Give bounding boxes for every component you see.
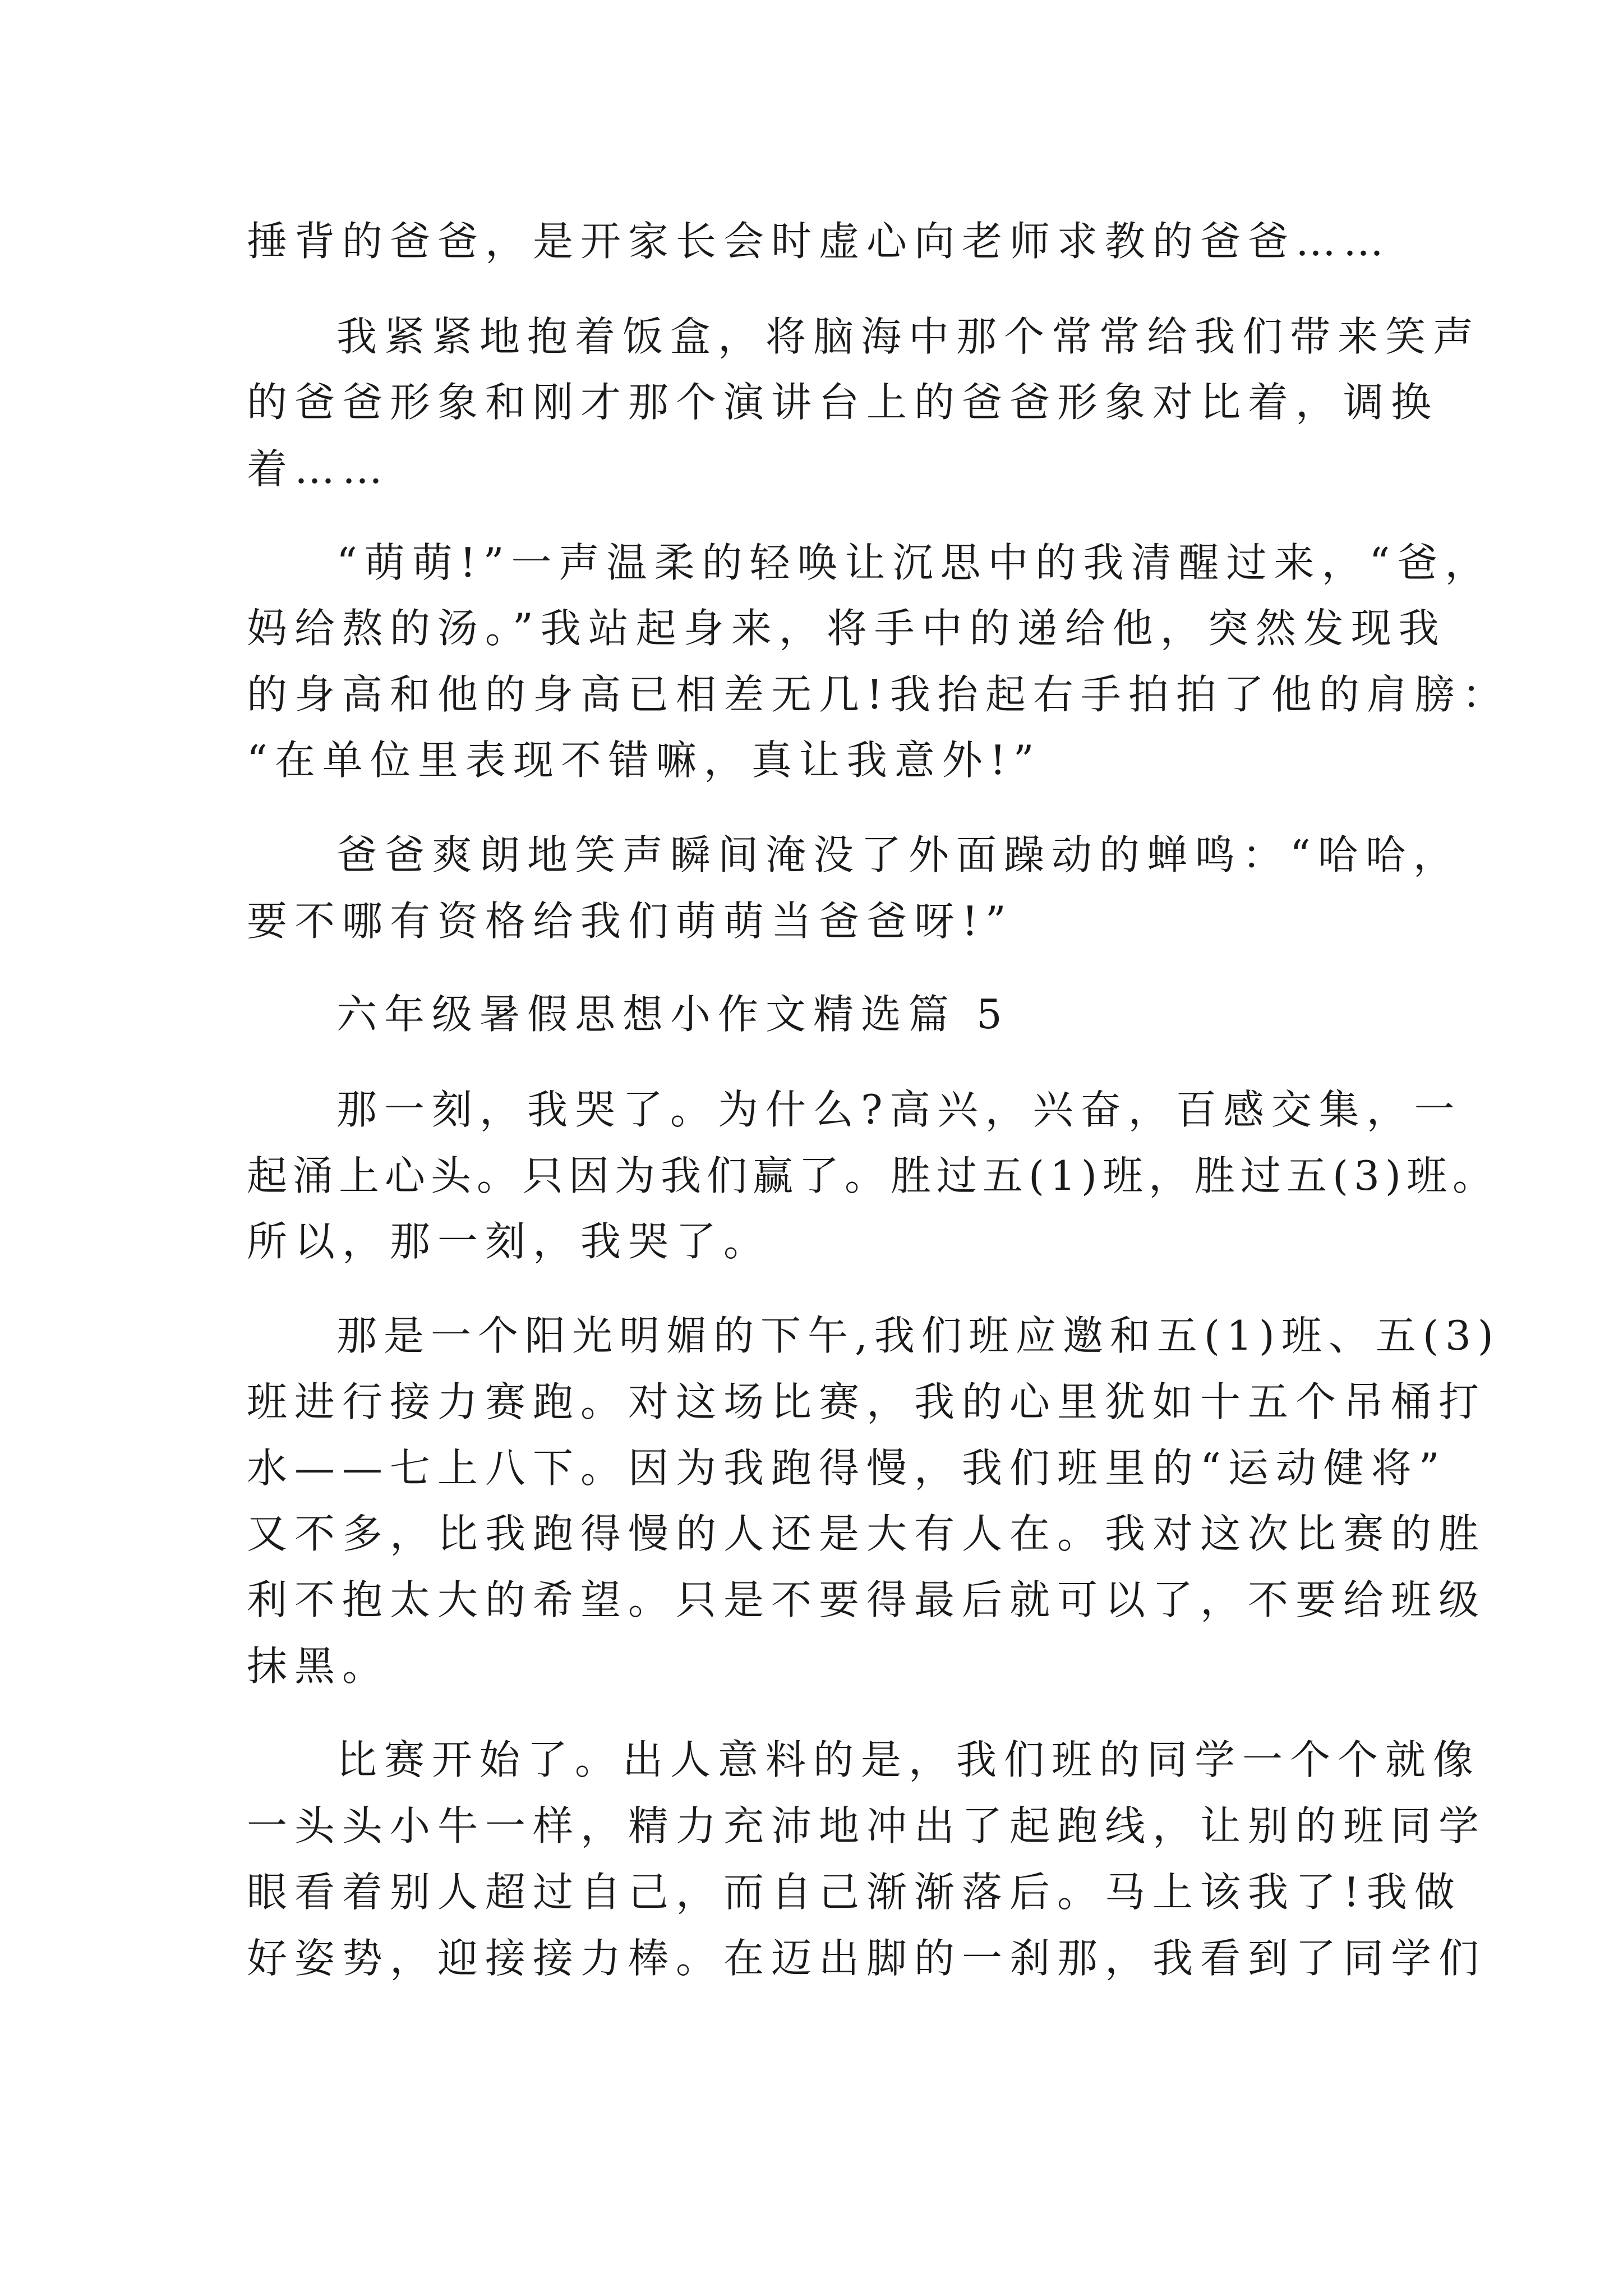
- text-line: “萌萌!”一声温柔的轻唤让沉思中的我清醒过来，“爸，: [336, 539, 1493, 586]
- text-line: 班进行接力赛跑。对这场比赛，我的心里犹如十五个吊桶打: [247, 1378, 1487, 1425]
- section-heading: 六年级暑假思想小作文精选篇 5: [336, 991, 1009, 1038]
- text-line: “在单位里表现不错嘛，真让我意外!”: [247, 737, 1041, 784]
- text-line: 所以，那一刻，我哭了。: [247, 1218, 772, 1265]
- text-line: 比赛开始了。出人意料的是，我们班的同学一个个就像: [336, 1736, 1481, 1783]
- text-line: 又不多，比我跑得慢的人还是大有人在。我对这次比赛的胜: [247, 1510, 1487, 1557]
- text-line: 爸爸爽朗地笑声瞬间淹没了外面躁动的蝉鸣：“哈哈，: [336, 831, 1461, 878]
- text-line: 妈给熬的汤。”我站起身来，将手中的递给他，突然发现我: [247, 605, 1446, 652]
- text-line: 利不抱太大的希望。只是不要得最后就可以了，不要给班级: [247, 1576, 1487, 1623]
- text-line: 起涌上心头。只因为我们赢了。胜过五(1)班，胜过五(3)班。: [247, 1152, 1498, 1199]
- text-line: 我紧紧地抱着饭盒，将脑海中那个常常给我们带来笑声: [336, 313, 1481, 360]
- text-line: 的身高和他的身高已相差无几!我抬起右手拍拍了他的肩膀：: [247, 671, 1510, 718]
- text-line: 捶背的爸爸，是开家长会时虚心向老师求教的爸爸……: [247, 218, 1391, 265]
- text-line: 一头头小牛一样，精力充沛地冲出了起跑线，让别的班同学: [247, 1802, 1487, 1849]
- text-line: 眼看着别人超过自己，而自己渐渐落后。马上该我了!我做: [247, 1869, 1462, 1916]
- text-line: 要不哪有资格给我们萌萌当爸爸呀!”: [247, 898, 1013, 945]
- text-line: 的爸爸形象和刚才那个演讲台上的爸爸形象对比着，调换: [247, 379, 1439, 426]
- text-line: 好姿势，迎接接力棒。在迈出脚的一刹那，我看到了同学们: [247, 1935, 1487, 1982]
- text-line: 着……: [247, 445, 390, 493]
- text-line: 那是一个阳光明媚的下午,我们班应邀和五(1)班、五(3): [336, 1312, 1500, 1359]
- text-line: 抹黑。: [247, 1642, 390, 1690]
- text-line: 水——七上八下。因为我跑得慢，我们班里的“运动健将”: [247, 1444, 1447, 1492]
- text-line: 那一刻，我哭了。为什么?高兴，兴奋，百感交集，一: [336, 1086, 1462, 1133]
